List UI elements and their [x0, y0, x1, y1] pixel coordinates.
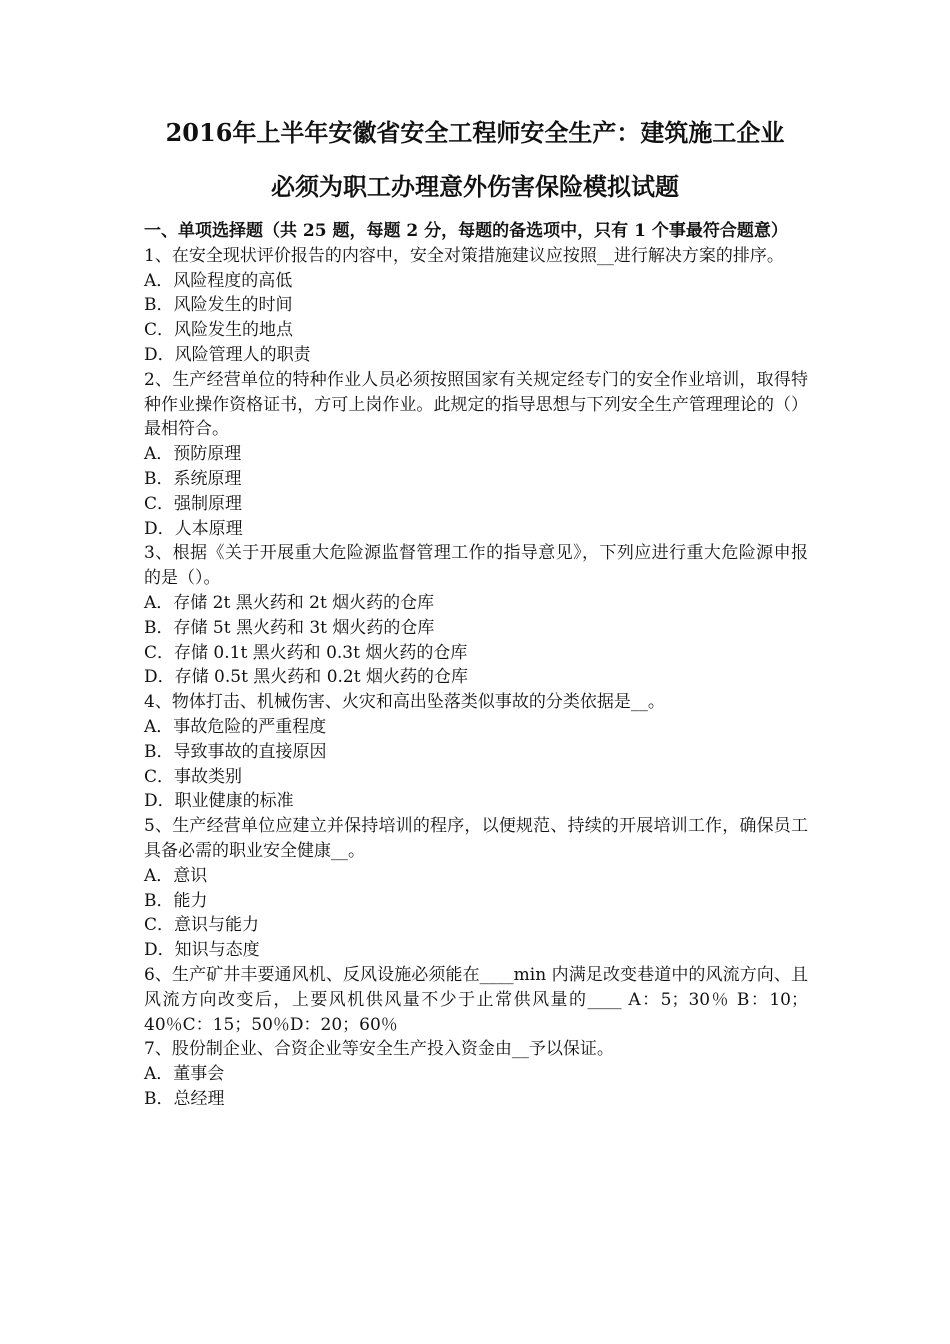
- question-3-option-c: C．存储 0.1t 黑火药和 0.3t 烟火药的仓库: [144, 642, 468, 663]
- document-body: [144, 219, 808, 1112]
- question-3-option-b: B．存储 5t 黑火药和 3t 烟火药的仓库: [144, 617, 435, 638]
- question-7-option-a: A．董事会: [144, 1064, 225, 1085]
- question-stem-6: 6、生产矿井丰要通风机、反风设施必须能在____min 内满足改变巷道中的风流方向、且风流方向改变后，上要风机供风量不少于止常供风量的____ A：5；30％ B：10；40％C：15；50％D：20；60％: [144, 964, 808, 1035]
- question-5-option-b: B．能力: [144, 890, 208, 911]
- question-2-option-b: B．系统原理: [144, 468, 242, 489]
- question-7-option-b: B．总经理: [144, 1088, 225, 1109]
- question-1-option-c: C．风险发生的地点: [144, 320, 294, 341]
- document-title-line-2: 必须为职工办理意外伤害保险模拟试题: [271, 172, 679, 201]
- question-4-option-c: C．事故类别: [144, 766, 243, 787]
- question-stem-5: 5、生产经营单位应建立并保持培训的程序，以便规范、持续的开展培训工作，确保员工具备必需的职业安全健康__。: [144, 816, 808, 861]
- question-1-option-b: B．风险发生的时间: [144, 295, 293, 316]
- question-stem-7: 7、股份制企业、合资企业等安全生产投入资金由__予以保证。: [144, 1039, 614, 1060]
- question-2-option-d: D．人本原理: [144, 518, 243, 539]
- question-5-option-c: C．意识与能力: [144, 915, 260, 936]
- question-3-option-a: A．存储 2t 黑火药和 2t 烟火药的仓库: [144, 592, 435, 613]
- question-4-option-d: D．职业健康的标准: [144, 791, 294, 812]
- question-4-option-a: A．事故危险的严重程度: [144, 716, 327, 737]
- question-stem-4: 4、物体打击、机械伤害、火灾和高出坠落类似事故的分类依据是__。: [144, 692, 665, 713]
- document-title-line-1: 2016年上半年安徽省安全工程师安全生产：建筑施工企业: [165, 118, 785, 147]
- question-stem-1: 1、在安全现状评价报告的内容中，安全对策措施建议应按照__进行解决方案的排序。: [144, 245, 784, 266]
- question-3-option-d: D．存储 0.5t 黑火药和 0.2t 烟火药的仓库: [144, 667, 468, 688]
- section-heading: 一、单项选择题（共 25 题，每题 2 分，每题的备选项中，只有 1 个事最符合题意）: [144, 221, 788, 241]
- question-2-option-c: C．强制原理: [144, 493, 243, 514]
- question-stem-2: 2、生产经营单位的特种作业人员必须按照国家有关规定经专门的安全作业培训，取得特种作业操作资格证书，方可上岗作业。此规定的指导思想与下列安全生产管理理论的（）最相符合。: [144, 369, 808, 440]
- question-1-option-a: A．风险程度的高低: [144, 270, 293, 291]
- question-1-option-d: D．风险管理人的职责: [144, 344, 311, 365]
- question-stem-3: 3、根据《关于开展重大危险源监督管理工作的指导意见》，下列应进行重大危险源申报的是（）。: [144, 543, 808, 589]
- question-4-option-b: B．导致事故的直接原因: [144, 741, 327, 762]
- question-5-option-a: A．意识: [144, 865, 208, 886]
- question-5-option-d: D．知识与态度: [144, 940, 260, 961]
- question-2-option-a: A．预防原理: [144, 444, 242, 465]
